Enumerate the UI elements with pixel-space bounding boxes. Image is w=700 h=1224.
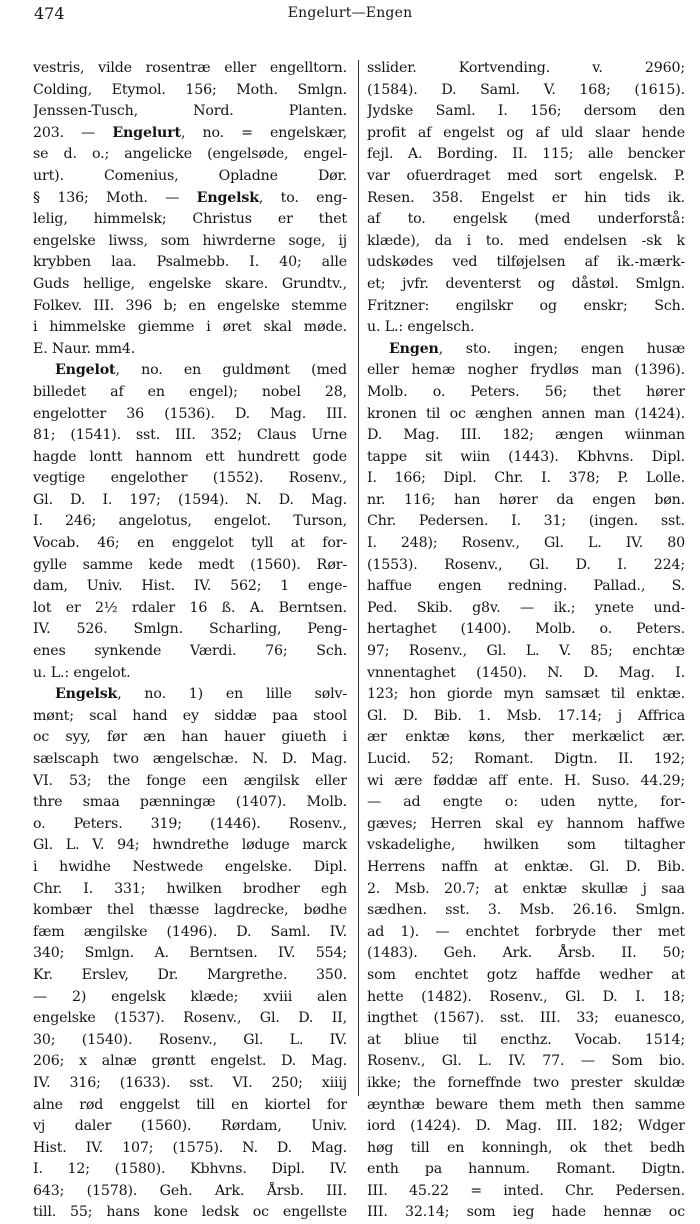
text-line — [367, 80, 685, 102]
line-text: (1553). Rosenv., Gl. D. I. 224; — [367, 556, 685, 573]
line-text: o. Peters. 319; (1446). Rosenv., — [33, 815, 347, 832]
text-line — [33, 706, 347, 728]
line-text: Resen. 358. Engelst er hin tids ik. — [367, 189, 685, 206]
text-line — [367, 1051, 685, 1073]
text-line — [367, 1159, 685, 1181]
line-text: ad 1). — enchtet forbryde ther met — [367, 923, 685, 940]
text-line — [33, 209, 347, 231]
text-line — [33, 684, 347, 706]
line-text-after: , no. = engelskær, — [180, 124, 347, 141]
text-line — [367, 1073, 685, 1095]
line-text: Jydske Saml. I. 156; dersom den — [367, 103, 685, 120]
text-line — [367, 684, 685, 706]
text-line — [367, 447, 685, 469]
text-line — [33, 749, 347, 771]
line-text: Chr. Pedersen. I. 31; (ingen. sst. — [367, 513, 685, 530]
line-text: Jenssen-Tusch, Nord. Planten. — [33, 103, 347, 120]
text-line — [367, 555, 685, 577]
running-head: Engelurt—Engen — [287, 5, 413, 21]
line-text: Gl. D. Bib. 1. Msb. 17.14; j Affrica — [367, 707, 685, 724]
text-line — [367, 468, 685, 490]
line-text: hette (1482). Rosenv., Gl. D. I. 18; — [367, 988, 685, 1005]
text-line — [367, 922, 685, 944]
text-line — [33, 792, 347, 814]
text-line — [33, 80, 347, 102]
text-line — [33, 58, 347, 80]
line-text: IV. 316; (1633). sst. VI. 250; xiiij — [33, 1074, 347, 1091]
line-text: profit af engelst og af uld slaar hende — [367, 124, 685, 141]
text-line — [367, 425, 685, 447]
line-text: af to. engelsk (med underforstå: — [367, 211, 685, 228]
line-text: Gl. L. V. 94; hwndrethe løduge marck — [33, 837, 347, 854]
line-text: enth pa hannum. Romant. Digtn. — [367, 1161, 685, 1178]
line-text: som enchtet gotz haffde wedher at — [367, 966, 685, 983]
line-text: I. 246; angelotus, engelot. Turson, — [33, 513, 347, 530]
line-text: Fritzner: engilskr og enskr; Sch. — [367, 297, 685, 314]
text-line — [33, 922, 347, 944]
line-text: Kr. Erslev, Dr. Margrethe. 350. — [33, 966, 347, 983]
line-text: at bliue til encthz. Vocab. 1514; — [367, 1031, 685, 1048]
text-line — [33, 1095, 347, 1117]
line-text: vestris, vilde rosentræ eller engelltorn. — [33, 60, 347, 76]
text-line — [33, 144, 347, 166]
line-text: vskadelighe, hwilken som tiltagher — [367, 837, 685, 854]
line-text: ær enktæ køns, ther merkælict ær. — [367, 729, 685, 746]
entry-headword: Engelot — [55, 362, 116, 379]
text-line — [367, 943, 685, 965]
text-line — [367, 123, 685, 145]
line-text: engelske liwss, som hiwrderne soge, ij — [33, 232, 347, 249]
line-text: Rosenv., Gl. L. IV. 77. — Som bio. — [367, 1053, 685, 1070]
line-text: Gl. D. I. 197; (1594). N. D. Mag. — [33, 491, 347, 508]
line-text: — ad engte o: uden nytte, for- — [367, 794, 685, 811]
text-line — [367, 317, 685, 339]
text-line — [33, 1073, 347, 1095]
text-line — [367, 404, 685, 426]
text-line — [33, 339, 347, 361]
text-line — [33, 468, 347, 490]
text-line — [33, 771, 347, 793]
line-text: 643; (1578). Geh. Ark. Årsb. III. — [33, 1182, 347, 1199]
line-text: I. 166; Dipl. Chr. I. 378; P. Lolle. — [367, 470, 685, 487]
text-line — [367, 706, 685, 728]
text-line — [33, 490, 347, 512]
line-text: 123; hon giorde myn samsæt til enktæ. — [367, 686, 685, 703]
text-line — [33, 317, 347, 339]
text-line — [33, 1181, 347, 1203]
text-line — [367, 857, 685, 879]
line-text: wi ære føddæ aff ente. H. Suso. 44.29; — [367, 772, 685, 789]
text-line — [33, 835, 347, 857]
text-line — [33, 1138, 347, 1160]
text-line — [367, 879, 685, 901]
line-text: vegtige engelother (1552). Rosenv., — [33, 470, 347, 487]
line-text: gylle samme kede medt (1560). Rør- — [33, 556, 347, 573]
line-text: 206; x alnæ grøntt engelst. D. Mag. — [33, 1053, 347, 1070]
line-text: dam, Univ. Hist. IV. 562; 1 enge- — [33, 578, 347, 595]
line-text: III. 32.14; som ieg hade hennæ oc — [367, 1204, 685, 1221]
text-line — [33, 576, 347, 598]
text-line — [367, 382, 685, 404]
text-line — [367, 1030, 685, 1052]
text-line — [367, 490, 685, 512]
text-line — [367, 619, 685, 641]
text-line — [367, 360, 685, 382]
line-text: nr. 116; han hører da engen bøn. — [367, 491, 685, 508]
line-text: æynthæ beware them meth then samme — [367, 1096, 685, 1113]
line-text: urt). Comenius, Opladne Dør. — [33, 167, 347, 184]
line-text: høg till en konningh, ok thet bedh — [367, 1139, 685, 1156]
text-line — [367, 749, 685, 771]
text-line — [33, 404, 347, 426]
text-line — [33, 555, 347, 577]
line-text: 340; Smlgn. A. Berntsen. IV. 554; — [33, 945, 347, 962]
text-line — [367, 166, 685, 188]
text-line — [367, 663, 685, 685]
text-line — [33, 252, 347, 274]
line-text: 81; (1541). sst. III. 352; Claus Urne — [33, 427, 347, 444]
line-text: udskødes ved tilføjelsen af ik.-mærk- — [367, 254, 685, 271]
text-line — [33, 814, 347, 836]
text-line — [367, 252, 685, 274]
line-text: — 2) engelsk klæde; xviii alen — [33, 988, 347, 1005]
line-text: ingthet (1567). sst. III. 33; euanesco, — [367, 1010, 685, 1027]
line-text: klæde), da i to. med endelsen -sk k — [367, 232, 685, 249]
page-number: 474 — [34, 4, 65, 23]
line-text: Colding, Etymol. 156; Moth. Smlgn. — [33, 81, 347, 98]
line-text: I. 12; (1580). Kbhvns. Dipl. IV. — [33, 1161, 347, 1178]
text-line — [33, 598, 347, 620]
text-line — [33, 425, 347, 447]
text-line — [367, 900, 685, 922]
text-line — [367, 296, 685, 318]
line-text: i himmelske giemme i øret skal møde. — [33, 319, 347, 336]
line-text: billedet af en engel); nobel 28, — [33, 383, 347, 400]
text-line — [33, 663, 347, 685]
entry-headword: Engelurt — [112, 124, 181, 141]
text-line — [33, 447, 347, 469]
line-text: se d. o.; angelicke (engelsøde, engel- — [33, 146, 347, 163]
line-text: i hwidhe Nestwede engelske. Dipl. — [33, 858, 347, 875]
line-text: E. Naur. mm4. — [33, 340, 136, 357]
line-text: engelske (1537). Rosenv., Gl. D. II, — [33, 1010, 347, 1027]
text-line — [367, 209, 685, 231]
line-text: enes synkende Værdi. 76; Sch. — [33, 643, 347, 660]
text-line — [367, 1138, 685, 1160]
entry-headword: Engen — [389, 340, 439, 357]
line-text: sslider. Kortvending. v. 2960; — [367, 60, 685, 76]
line-text: alne rød enggelst till en kiortel for — [33, 1096, 347, 1113]
line-text: fejl. A. Bording. II. 115; alle bencker — [367, 146, 685, 163]
text-line — [33, 296, 347, 318]
text-line — [367, 231, 685, 253]
text-line — [33, 987, 347, 1009]
line-text: thre smaa pænningæ (1407). Molb. — [33, 794, 347, 811]
text-line — [367, 144, 685, 166]
text-line — [367, 58, 685, 80]
line-text: kronen til oc ænghen annen man (1424). — [367, 405, 685, 422]
text-line — [33, 274, 347, 296]
text-line — [33, 382, 347, 404]
line-text: hertaghet (1400). Molb. o. Peters. — [367, 621, 685, 638]
text-line — [33, 641, 347, 663]
text-line — [33, 900, 347, 922]
line-text: 2. Msb. 20.7; at enktæ skullæ j saa — [367, 880, 685, 897]
text-line — [33, 1202, 347, 1224]
line-text: (1584). D. Saml. V. 168; (1615). — [367, 81, 685, 98]
text-line — [367, 1116, 685, 1138]
line-text: iord (1424). D. Mag. III. 182; Wdger — [367, 1118, 685, 1135]
line-text: Folkev. III. 396 b; en engelske stemme — [33, 297, 347, 314]
line-text: krybben laa. Psalmebb. I. 40; alle — [33, 254, 347, 271]
line-text-after: , no. 1) en lille sølv- — [117, 686, 347, 703]
text-line — [33, 619, 347, 641]
text-line — [367, 771, 685, 793]
line-text: Vocab. 46; en enggelot tyll at for- — [33, 535, 347, 552]
line-text: Hist. IV. 107; (1575). N. D. Mag. — [33, 1139, 347, 1156]
line-text: eller hemæ nogher frydløs man (1396). — [367, 362, 685, 379]
text-line — [367, 1181, 685, 1203]
text-line — [33, 1051, 347, 1073]
text-line — [367, 533, 685, 555]
line-text: vnnentaghet (1450). N. D. Mag. I. — [367, 664, 685, 681]
text-line — [33, 1116, 347, 1138]
line-text-after: , to. eng- — [258, 189, 347, 206]
text-line — [33, 965, 347, 987]
line-text: u. L.: engelot. — [33, 664, 131, 681]
text-line — [367, 188, 685, 210]
text-line — [33, 533, 347, 555]
text-line — [33, 101, 347, 123]
entry-headword: Engelsk — [55, 686, 118, 703]
line-text-after: , no. en guldmønt (med — [115, 362, 347, 379]
line-text: 30; (1540). Rosenv., Gl. L. IV. — [33, 1031, 347, 1048]
line-text: haffue engen redning. Pallad., S. — [367, 578, 685, 595]
page-header — [0, 2, 700, 28]
line-text: D. Mag. III. 182; ængen wiinman — [367, 427, 685, 444]
text-line — [33, 879, 347, 901]
text-line — [367, 792, 685, 814]
text-line — [367, 274, 685, 296]
text-line — [33, 360, 347, 382]
text-line — [33, 188, 347, 210]
line-text: Herrens naffn at enktæ. Gl. D. Bib. — [367, 858, 685, 875]
column-divider — [358, 60, 359, 1096]
line-text: Guds hellige, engelske skare. Grundtv., — [33, 275, 347, 292]
line-text: u. L.: engelsch. — [367, 319, 475, 336]
left-column — [33, 58, 347, 1224]
line-text: ikke; the forneffnde two prester skuldæ — [367, 1074, 685, 1091]
line-text: lelig, himmelsk; Christus er thet — [33, 211, 347, 228]
entry-headword: Engelsk — [196, 189, 259, 206]
text-line — [33, 1030, 347, 1052]
line-text: mønt; scal hand ey siddæ paa stool — [33, 707, 347, 724]
line-text: Chr. I. 331; hwilken brodher egh — [33, 880, 347, 897]
text-line — [367, 1095, 685, 1117]
text-line — [33, 1159, 347, 1181]
text-line — [367, 641, 685, 663]
line-text: IV. 526. Smlgn. Scharling, Peng- — [33, 621, 347, 638]
line-text: Molb. o. Peters. 56; thet hører — [367, 383, 685, 400]
text-line — [367, 835, 685, 857]
text-line — [33, 166, 347, 188]
text-line — [367, 965, 685, 987]
text-line — [367, 339, 685, 361]
line-text: Ped. Skib. g8v. — ik.; ynete und- — [367, 599, 685, 616]
line-text: Lucid. 52; Romant. Digtn. II. 192; — [367, 751, 685, 767]
line-text: § 136; Moth. — — [33, 189, 197, 206]
text-line — [33, 123, 347, 145]
line-text: engelotter 36 (1536). D. Mag. III. — [33, 405, 347, 422]
text-line — [367, 576, 685, 598]
text-line — [33, 1008, 347, 1030]
right-column — [367, 58, 685, 1224]
line-text: VI. 53; the fonge een ængilsk eller — [33, 772, 347, 789]
line-text: I. 248); Rosenv., Gl. L. IV. 80 — [367, 535, 685, 552]
line-text: 203. — — [33, 124, 113, 141]
text-line — [33, 727, 347, 749]
line-text: tappe sit wiin (1443). Kbhvns. Dipl. — [367, 448, 685, 465]
text-line — [367, 511, 685, 533]
text-line — [367, 727, 685, 749]
line-text: till. 55; hans kone ledsk oc engellste — [33, 1204, 347, 1221]
text-line — [33, 511, 347, 533]
line-text: III. 45.22 = inted. Chr. Pedersen. — [367, 1182, 685, 1199]
line-text: sædhen. sst. 3. Msb. 26.16. Smlgn. — [367, 902, 685, 919]
line-text: var ofuerdraget med sort engelsk. P. — [367, 167, 685, 184]
text-line — [367, 1202, 685, 1224]
line-text: (1483). Geh. Ark. Årsb. II. 50; — [367, 945, 685, 962]
text-line — [367, 814, 685, 836]
text-line — [33, 857, 347, 879]
line-text: hagde lontt hannom ett hundrett gode — [33, 448, 347, 465]
line-text: sælscaph two ængelschæ. N. D. Mag. — [33, 751, 347, 767]
text-line — [33, 231, 347, 253]
line-text: gæves; Herren skal ey hannom haffwe — [367, 815, 685, 832]
text-line — [367, 598, 685, 620]
text-line — [367, 987, 685, 1009]
line-text: oc syy, før æn han hauer giueth i — [33, 729, 347, 746]
line-text: fæm ængilske (1496). D. Saml. IV. — [33, 923, 347, 940]
line-text: lot er 2½ rdaler 16 ß. A. Berntsen. — [33, 599, 347, 616]
line-text: et; jvfr. deventerst og dåstøl. Smlgn. — [367, 275, 685, 292]
line-text: kombær thel thæsse lagdrecke, bødhe — [33, 902, 347, 919]
text-line — [367, 101, 685, 123]
line-text-after: , sto. ingen; engen husæ — [438, 340, 685, 357]
text-line — [367, 1008, 685, 1030]
text-line — [33, 943, 347, 965]
line-text: vj daler (1560). Rørdam, Univ. — [33, 1118, 347, 1135]
line-text: 97; Rosenv., Gl. L. V. 85; enchtæ — [367, 643, 685, 660]
